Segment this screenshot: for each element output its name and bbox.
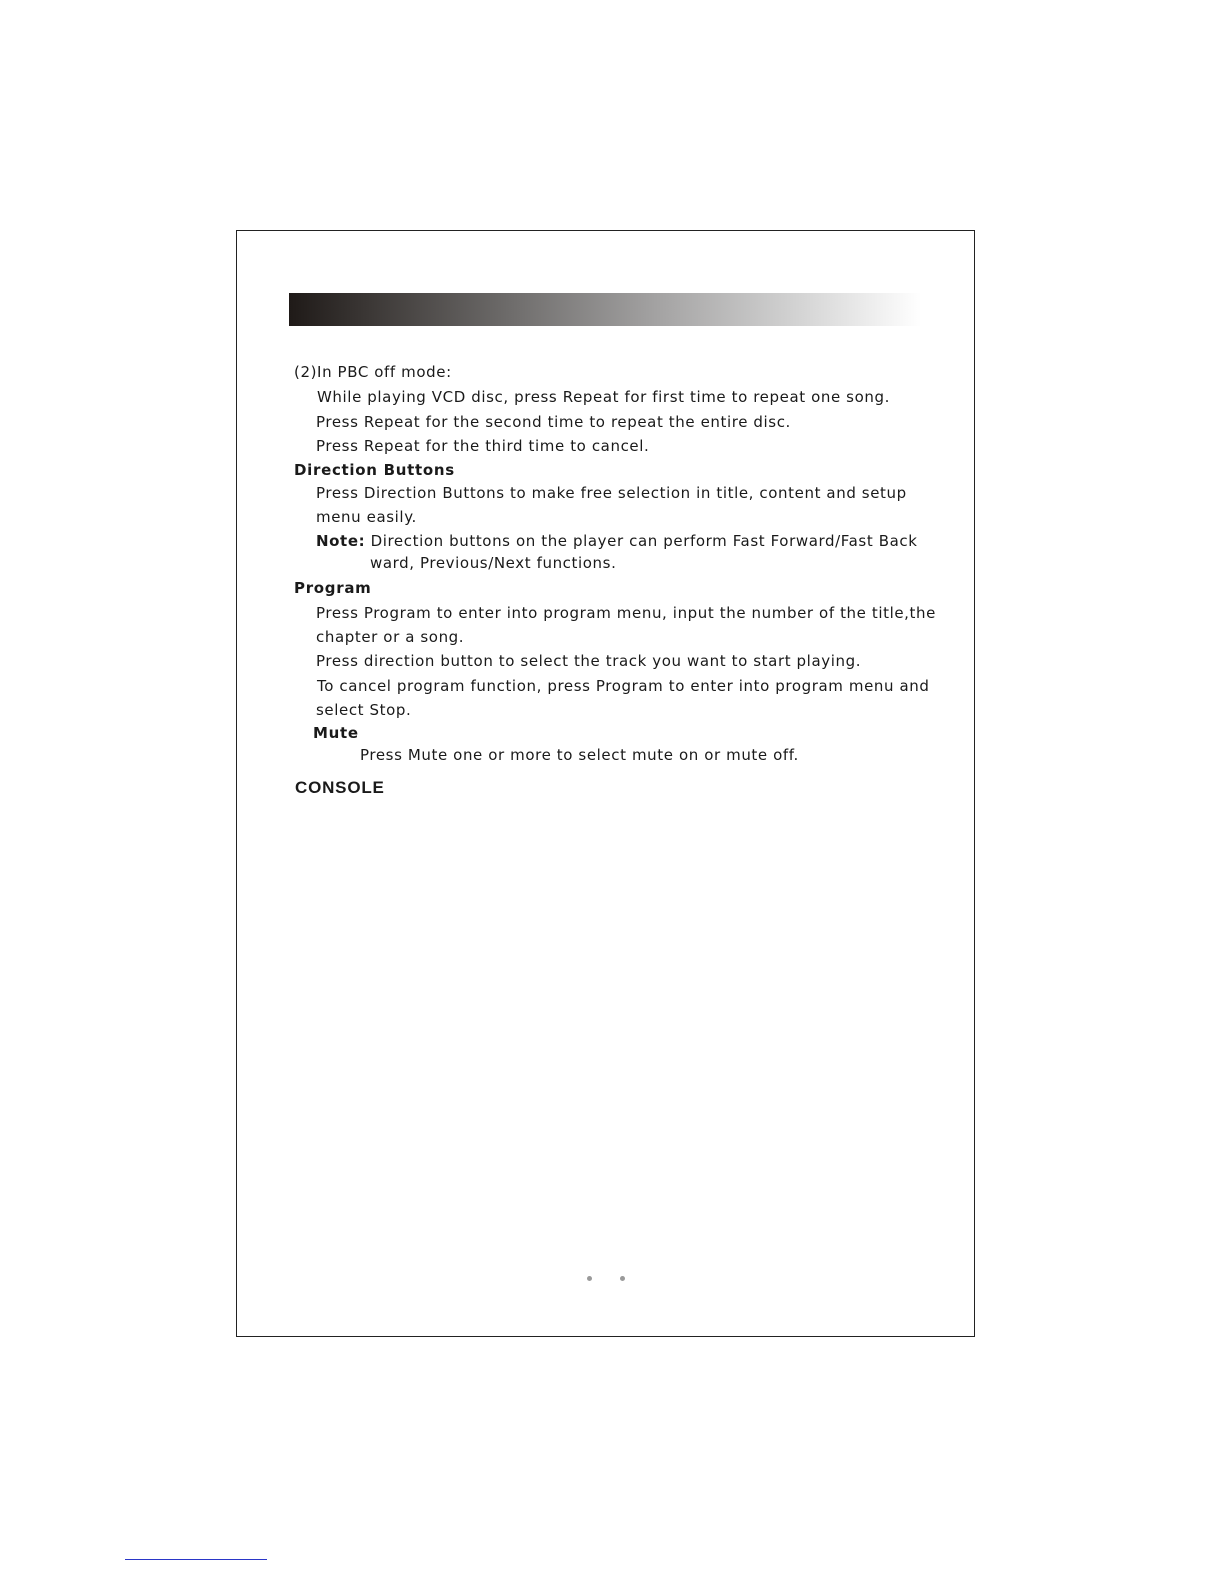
- note-line-1: Direction buttons on the player can perform Fast Forward/Fast Back: [370, 532, 918, 550]
- program-line-4: To cancel program function, press Program to enter into program menu and: [317, 677, 930, 695]
- program-line-3: Press direction button to select the track you want to start playing.: [316, 652, 862, 670]
- mute-line: Press Mute one or more to select mute on or mute off.: [360, 746, 799, 764]
- note-line-2: ward, Previous/Next functions.: [370, 554, 617, 572]
- direction-buttons-heading: Direction Buttons: [294, 461, 455, 479]
- pbc-off-intro: (2)In PBC off mode:: [294, 363, 452, 381]
- console-heading: CONSOLE: [295, 778, 385, 797]
- pbc-off-line-1: While playing VCD disc, press Repeat for first time to repeat one song.: [317, 388, 890, 406]
- direction-buttons-line-1: Press Direction Buttons to make free selection in title, content and setup: [316, 484, 907, 502]
- footer-link-underline: [125, 1559, 267, 1560]
- page-dot-left: [587, 1276, 592, 1281]
- program-line-2: chapter or a song.: [316, 628, 465, 646]
- note-label: Note:: [316, 532, 366, 550]
- pbc-off-line-2: Press Repeat for the second time to repeat the entire disc.: [316, 413, 791, 431]
- header-gradient-bar: [289, 293, 921, 326]
- mute-heading: Mute: [313, 724, 359, 742]
- program-line-1: Press Program to enter into program menu, input the number of the title,the: [316, 604, 936, 622]
- pbc-off-line-3: Press Repeat for the third time to cancel.: [316, 437, 650, 455]
- direction-buttons-note: [316, 531, 918, 551]
- page-dot-right: [620, 1276, 625, 1281]
- program-heading: Program: [294, 579, 372, 597]
- program-line-5: select Stop.: [316, 701, 412, 719]
- direction-buttons-line-2: menu easily.: [316, 508, 417, 526]
